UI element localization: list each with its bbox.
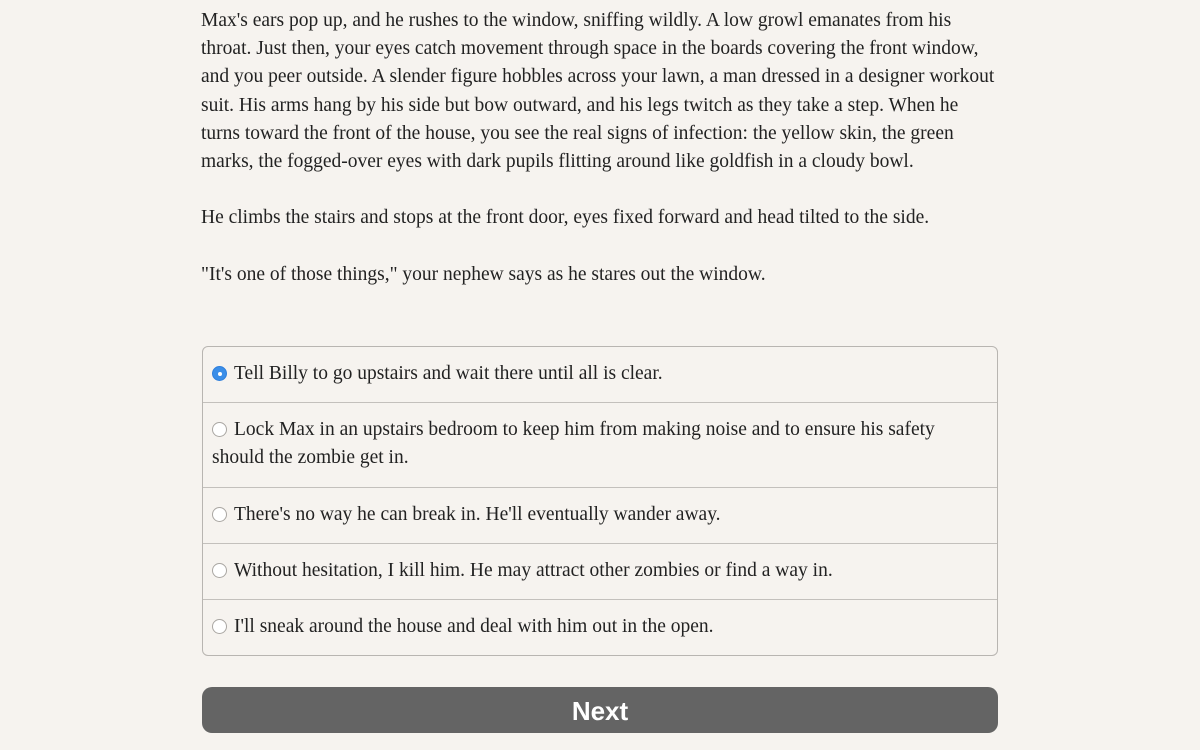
radio-checked-icon[interactable] (212, 366, 227, 381)
choice-label: Lock Max in an upstairs bedroom to keep him from making noise and to ensure his safety should the zombie get in. (212, 419, 935, 469)
story-paragraph: Max's ears pop up, and he rushes to the window, sniffing wildly. A low growl emanates from his throat. Just then, your eyes catch movement through space in the boards covering the front window, and you peer outside. A slender figure hobbles across your lawn, a man dressed in a designer workout suit. His arms hang by his side but bow outward, and his legs twitch as they take a step. When he turns toward the front of the house, you see the real signs of infection: the yellow skin, the green marks, the fogged-over eyes with dark pupils flitting around like goldfish in a cloudy bowl. (201, 10, 995, 173)
choice-label: Tell Billy to go upstairs and wait there until all is clear. (234, 363, 663, 384)
next-button[interactable]: Next (202, 687, 998, 733)
choice-option[interactable] (203, 543, 997, 599)
choice-label: Without hesitation, I kill him. He may attract other zombies or find a way in. (234, 559, 833, 581)
choice-option[interactable] (203, 487, 997, 543)
choice-option[interactable] (203, 347, 997, 402)
radio-unchecked-icon[interactable] (212, 563, 227, 578)
story-paragraph: He climbs the stairs and stops at the front door, eyes fixed forward and head tilted to the side. (201, 207, 930, 229)
choice-label: I'll sneak around the house and deal with him out in the open. (234, 616, 714, 638)
choice-list (202, 346, 998, 656)
choice-option[interactable] (203, 402, 997, 486)
radio-unchecked-icon[interactable] (212, 507, 227, 522)
radio-unchecked-icon[interactable] (212, 619, 227, 634)
choice-option[interactable] (203, 599, 997, 655)
radio-unchecked-icon[interactable] (212, 422, 227, 437)
choice-label: There's no way he can break in. He'll eventually wander away. (234, 503, 721, 525)
story-paragraph: "It's one of those things," your nephew says as he stares out the window. (201, 263, 766, 285)
story-text (201, 7, 1001, 317)
